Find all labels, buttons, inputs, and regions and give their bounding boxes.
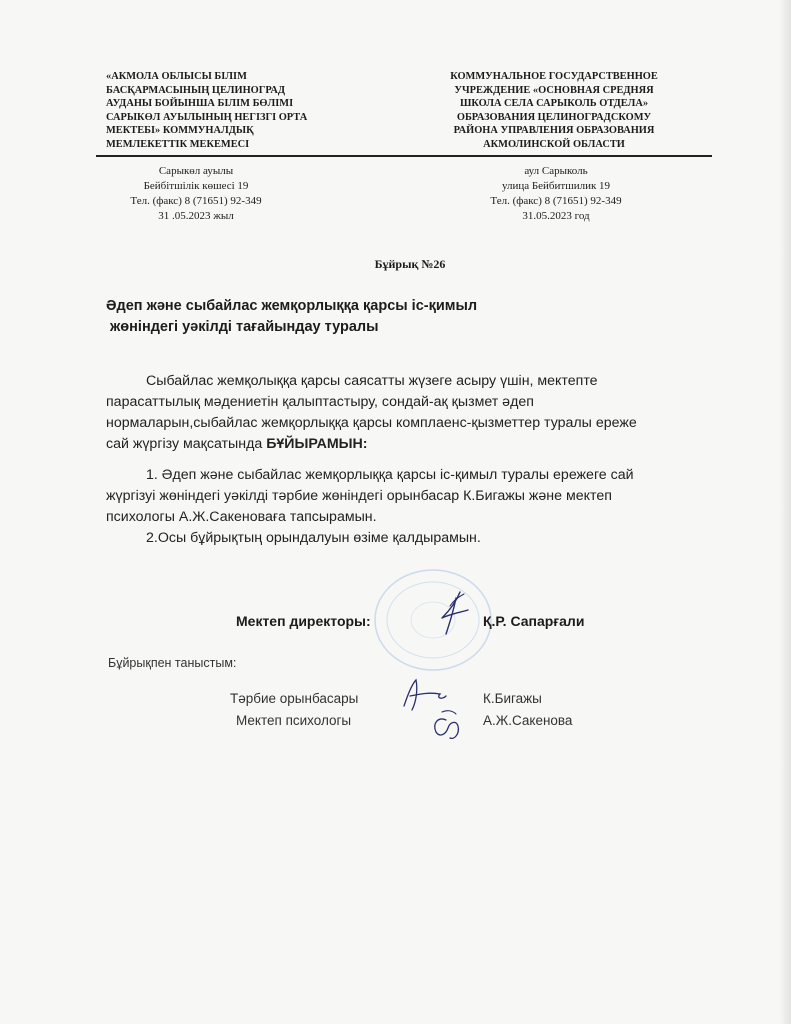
- header-divider: [96, 155, 712, 157]
- body-item-line: жүргізуі жөніндегі уәкілді тәрбие жөніндегі орынбасар К.Бигажы және мектеп: [106, 488, 612, 504]
- order-title: [106, 296, 626, 338]
- body-paragraph-last-line: [106, 434, 706, 455]
- body-item-2: 2.Осы бұйрықтың орындалуын өзіме қалдырамын.: [146, 530, 481, 546]
- director-title: Мектеп директоры:: [236, 613, 371, 629]
- address-left-line: Тел. (факс) 8 (71651) 92-349: [130, 195, 262, 207]
- header-left-line: АУДАНЫ БОЙЫНША БІЛІМ БӨЛІМІ: [106, 98, 294, 110]
- header-left-line: «АКМОЛА ОБЛЫСЫ БІЛІМ: [106, 71, 247, 82]
- address-right-line: Тел. (факс) 8 (71651) 92-349: [490, 195, 622, 207]
- header-russian-institution: [404, 70, 704, 152]
- ack-role-deputy: Тәрбие орынбасары: [230, 691, 359, 706]
- address-left-line: Сарыкөл ауылы: [158, 165, 234, 177]
- header-right-line: КОММУНАЛЬНОЕ ГОСУДАРСТВЕННОЕ: [450, 71, 658, 82]
- ack-name-deputy: К.Бигажы: [483, 691, 542, 706]
- acknowledgement-signatures: [396, 676, 476, 744]
- order-command-word: БҰЙЫРАМЫН:: [266, 436, 368, 452]
- order-title-line: жөніндегі уәкілді тағайындау туралы: [106, 319, 379, 335]
- scan-edge-shadow: [779, 0, 791, 1024]
- director-name: Қ.Р. Сапарғали: [483, 613, 585, 629]
- header-left-line: САРЫКӨЛ АУЫЛЫНЫҢ НЕГІЗГІ ОРТА: [106, 111, 308, 123]
- header-right-line: ШКОЛА СЕЛА САРЫКОЛЬ ОТДЕЛА»: [459, 98, 649, 110]
- header-kazakh-institution: [106, 70, 376, 152]
- address-right-line: улица Бейбитшилик 19: [501, 180, 611, 192]
- address-kazakh: [96, 164, 296, 224]
- header-left-line: БАСҚАРМАСЫНЫҢ ЦЕЛИНОГРАД: [106, 84, 286, 96]
- director-signature: [420, 588, 480, 638]
- address-left-line: Бейбітшілік көшесі 19: [143, 180, 249, 192]
- header-right-line: ОБРАЗОВАНИЯ ЦЕЛИНОГРАДСКОМУ: [456, 111, 652, 123]
- header-right-line: РАЙОНА УПРАВЛЕНИЯ ОБРАЗОВАНИЯ: [453, 125, 655, 137]
- order-body: [106, 371, 706, 549]
- header-left-line: МЕМЛЕКЕТТІК МЕКЕМЕСІ: [106, 138, 250, 150]
- acknowledgement-label: Бұйрықпен таныстым:: [108, 656, 237, 670]
- header-right-line: УЧРЕЖДЕНИЕ «ОСНОВНАЯ СРЕДНЯЯ: [454, 84, 654, 96]
- ack-role-psychologist: Мектеп психологы: [236, 713, 352, 728]
- header-right-line: АКМОЛИНСКОЙ ОБЛАСТИ: [483, 138, 625, 150]
- order-number: Бұйрық №26: [374, 257, 446, 271]
- body-item-line: психологы А.Ж.Сакеноваға тапсырамын.: [106, 509, 377, 525]
- address-left-date: 31 .05.2023 жыл: [158, 210, 234, 222]
- body-paragraph-line: нормаларын,сыбайлас жемқорлыққа қарсы комплаенс-қызметтер туралы ереже: [106, 415, 637, 431]
- body-paragraph-text: сай жүргізу мақсатында: [106, 436, 267, 452]
- body-paragraph-line: парасаттылық мәдениетін қалыптастыру, сондай-ақ қызмет әдеп: [106, 394, 534, 410]
- paragraph-spacer: [106, 455, 706, 465]
- address-right-date: 31.05.2023 год: [522, 210, 590, 222]
- address-right-line: аул Сарыколь: [524, 165, 588, 177]
- body-paragraph-line: Сыбайлас жемқолыққа қарсы саясатты жүзеге асыру үшін, мектепте: [146, 373, 598, 389]
- address-russian: [456, 164, 656, 224]
- body-item-line: 1. Әдеп және сыбайлас жемқорлыққа қарсы іс-қимыл туралы ережеге сай: [146, 467, 634, 483]
- header-left-line: МЕКТЕБІ» КОММУНАЛДЫҚ: [106, 125, 254, 137]
- order-title-line: Әдеп және сыбайлас жемқорлыққа қарсы іс-қимыл: [106, 298, 478, 314]
- ack-name-psychologist: А.Ж.Сакенова: [483, 713, 573, 728]
